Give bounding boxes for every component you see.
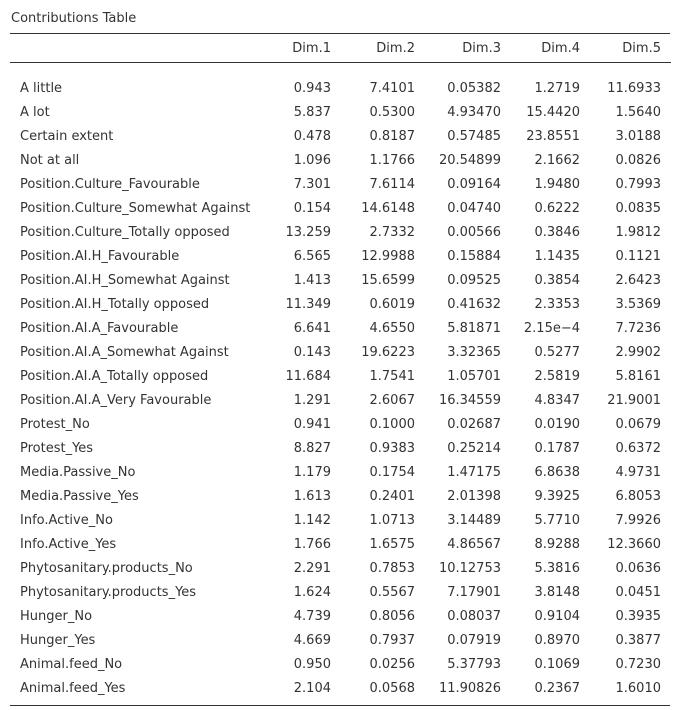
cell-dim2: 0.7853 <box>369 560 415 576</box>
table-row <box>10 220 671 244</box>
table-row <box>10 148 671 172</box>
cell-dim1: 2.291 <box>293 560 331 576</box>
cell-dim3: 0.09525 <box>447 272 501 288</box>
cell-dim4: 1.2719 <box>534 80 580 96</box>
table-row <box>10 388 671 412</box>
cell-dim2: 12.9988 <box>361 248 415 264</box>
cell-dim2: 1.6575 <box>369 536 415 552</box>
table-row <box>10 292 671 316</box>
cell-dim5: 3.5369 <box>615 296 661 312</box>
cell-dim5: 0.0451 <box>615 584 661 600</box>
cell-dim5: 1.6010 <box>615 680 661 696</box>
cell-dim2: 0.1754 <box>369 464 415 480</box>
table-row <box>10 340 671 364</box>
table-title: Contributions Table <box>10 0 670 34</box>
row-label: A little <box>20 80 63 96</box>
table-row <box>10 532 671 556</box>
row-label: Position.AI.H_Favourable <box>20 248 180 264</box>
cell-dim2: 0.8056 <box>369 608 415 624</box>
cell-dim4: 0.0190 <box>534 416 580 432</box>
row-label: Not at all <box>20 152 80 168</box>
cell-dim3: 3.14489 <box>447 512 501 528</box>
cell-dim1: 1.413 <box>293 272 331 288</box>
cell-dim4: 2.5819 <box>534 368 580 384</box>
contributions-table-panel <box>10 0 670 706</box>
cell-dim1: 11.349 <box>285 296 331 312</box>
table-row <box>10 508 671 532</box>
cell-dim5: 5.8161 <box>615 368 661 384</box>
row-label: Position.AI.H_Totally opposed <box>20 296 210 312</box>
row-label: A lot <box>20 104 50 120</box>
row-label: Media.Passive_No <box>20 464 136 480</box>
cell-dim4: 2.3353 <box>534 296 580 312</box>
table-row <box>10 604 671 628</box>
cell-dim3: 3.32365 <box>447 344 501 360</box>
cell-dim4: 0.3854 <box>534 272 580 288</box>
cell-dim4: 4.8347 <box>534 392 580 408</box>
cell-dim4: 6.8638 <box>534 464 580 480</box>
row-label: Phytosanitary.products_Yes <box>20 584 197 600</box>
row-label: Protest_Yes <box>20 440 94 456</box>
cell-dim4: 0.2367 <box>534 680 580 696</box>
cell-dim3: 0.15884 <box>447 248 501 264</box>
table-row <box>10 124 671 148</box>
cell-dim3: 0.57485 <box>447 128 501 144</box>
cell-dim1: 4.739 <box>293 608 331 624</box>
table-row <box>10 580 671 604</box>
cell-dim4: 8.9288 <box>534 536 580 552</box>
cell-dim3: 0.02687 <box>447 416 501 432</box>
row-label: Position.AI.A_Somewhat Against <box>20 344 229 360</box>
cell-dim1: 6.565 <box>293 248 331 264</box>
cell-dim4: 5.7710 <box>534 512 580 528</box>
table-row <box>10 100 671 124</box>
table-row <box>10 676 671 700</box>
column-header-dim4: Dim.4 <box>501 34 580 63</box>
table-row <box>10 652 671 676</box>
table-row <box>10 412 671 436</box>
cell-dim4: 1.9480 <box>534 176 580 192</box>
cell-dim3: 0.07919 <box>447 632 501 648</box>
cell-dim5: 7.7236 <box>615 320 661 336</box>
cell-dim1: 0.154 <box>293 200 331 216</box>
cell-dim2: 0.8187 <box>369 128 415 144</box>
cell-dim1: 0.943 <box>293 80 331 96</box>
cell-dim2: 0.2401 <box>369 488 415 504</box>
cell-dim5: 0.7230 <box>615 656 661 672</box>
cell-dim3: 5.37793 <box>447 656 501 672</box>
cell-dim4: 0.3846 <box>534 224 580 240</box>
column-header-dim3: Dim.3 <box>415 34 501 63</box>
table-row <box>10 364 671 388</box>
table-body <box>10 63 671 701</box>
row-label: Media.Passive_Yes <box>20 488 139 504</box>
table-row <box>10 436 671 460</box>
cell-dim3: 0.08037 <box>447 608 501 624</box>
row-label: Certain extent <box>20 128 114 144</box>
cell-dim5: 6.8053 <box>615 488 661 504</box>
row-label: Position.AI.A_Very Favourable <box>20 392 212 408</box>
cell-dim5: 0.7993 <box>615 176 661 192</box>
row-label: Position.Culture_Totally opposed <box>20 224 230 240</box>
cell-dim1: 0.478 <box>293 128 331 144</box>
cell-dim2: 19.6223 <box>361 344 415 360</box>
cell-dim1: 0.143 <box>293 344 331 360</box>
table-row <box>10 244 671 268</box>
cell-dim5: 0.0636 <box>615 560 661 576</box>
row-label: Position.AI.H_Somewhat Against <box>20 272 230 288</box>
row-label: Info.Active_No <box>20 512 113 528</box>
cell-dim2: 0.0568 <box>369 680 415 696</box>
cell-dim4: 0.9104 <box>534 608 580 624</box>
column-header-dim5: Dim.5 <box>580 34 671 63</box>
cell-dim4: 0.6222 <box>534 200 580 216</box>
cell-dim1: 0.941 <box>293 416 331 432</box>
cell-dim5: 21.9001 <box>607 392 661 408</box>
row-label: Hunger_No <box>20 608 93 624</box>
row-label: Position.Culture_Favourable <box>20 176 200 192</box>
cell-dim2: 0.5300 <box>369 104 415 120</box>
cell-dim2: 1.1766 <box>369 152 415 168</box>
cell-dim4: 2.1662 <box>534 152 580 168</box>
cell-dim2: 2.6067 <box>369 392 415 408</box>
row-label: Protest_No <box>20 416 90 432</box>
cell-dim3: 10.12753 <box>438 560 501 576</box>
cell-dim5: 4.9731 <box>615 464 661 480</box>
cell-dim3: 0.05382 <box>447 80 501 96</box>
row-label: Hunger_Yes <box>20 632 96 648</box>
cell-dim3: 5.81871 <box>447 320 501 336</box>
cell-dim4: 0.5277 <box>534 344 580 360</box>
cell-dim5: 2.9902 <box>615 344 661 360</box>
table-row <box>10 316 671 340</box>
cell-dim4: 9.3925 <box>534 488 580 504</box>
cell-dim1: 13.259 <box>285 224 331 240</box>
cell-dim1: 11.684 <box>285 368 331 384</box>
row-label: Phytosanitary.products_No <box>20 560 193 576</box>
cell-dim1: 1.624 <box>293 584 331 600</box>
table-row <box>10 460 671 484</box>
table-row <box>10 76 671 100</box>
table-row <box>10 628 671 652</box>
column-header-dim2: Dim.2 <box>331 34 415 63</box>
cell-dim1: 1.096 <box>293 152 331 168</box>
cell-dim2: 14.6148 <box>361 200 415 216</box>
cell-dim3: 1.47175 <box>447 464 501 480</box>
cell-dim3: 0.25214 <box>447 440 501 456</box>
cell-dim5: 0.1121 <box>615 248 661 264</box>
cell-dim4: 2.15e−4 <box>523 320 580 336</box>
cell-dim1: 2.104 <box>293 680 331 696</box>
cell-dim4: 5.3816 <box>534 560 580 576</box>
cell-dim2: 0.9383 <box>369 440 415 456</box>
cell-dim2: 1.7541 <box>369 368 415 384</box>
row-label: Animal.feed_Yes <box>20 680 126 696</box>
cell-dim1: 1.179 <box>293 464 331 480</box>
cell-dim1: 1.142 <box>293 512 331 528</box>
cell-dim1: 4.669 <box>293 632 331 648</box>
cell-dim3: 11.90826 <box>438 680 501 696</box>
cell-dim1: 7.301 <box>293 176 331 192</box>
cell-dim3: 0.04740 <box>447 200 501 216</box>
column-header-dim1: Dim.1 <box>265 34 331 63</box>
table-row <box>10 196 671 220</box>
cell-dim1: 6.641 <box>293 320 331 336</box>
cell-dim3: 1.05701 <box>447 368 501 384</box>
cell-dim4: 1.1435 <box>534 248 580 264</box>
cell-dim4: 0.1069 <box>534 656 580 672</box>
cell-dim1: 0.950 <box>293 656 331 672</box>
cell-dim2: 15.6599 <box>361 272 415 288</box>
row-label: Position.AI.A_Totally opposed <box>20 368 209 384</box>
cell-dim2: 7.6114 <box>369 176 415 192</box>
cell-dim1: 1.613 <box>293 488 331 504</box>
row-name-header <box>10 34 265 63</box>
cell-dim3: 2.01398 <box>447 488 501 504</box>
row-label: Info.Active_Yes <box>20 536 117 552</box>
cell-dim4: 3.8148 <box>534 584 580 600</box>
cell-dim2: 1.0713 <box>369 512 415 528</box>
table-spacer-row <box>10 63 671 77</box>
cell-dim1: 1.766 <box>293 536 331 552</box>
cell-dim3: 7.17901 <box>447 584 501 600</box>
cell-dim3: 4.86567 <box>447 536 501 552</box>
cell-dim5: 0.3935 <box>615 608 661 624</box>
cell-dim2: 7.4101 <box>369 80 415 96</box>
table-row <box>10 268 671 292</box>
cell-dim2: 0.1000 <box>369 416 415 432</box>
cell-dim1: 8.827 <box>293 440 331 456</box>
cell-dim3: 20.54899 <box>438 152 501 168</box>
cell-dim4: 0.8970 <box>534 632 580 648</box>
cell-dim2: 0.0256 <box>369 656 415 672</box>
cell-dim1: 5.837 <box>293 104 331 120</box>
cell-dim5: 0.3877 <box>615 632 661 648</box>
cell-dim3: 0.09164 <box>447 176 501 192</box>
cell-dim5: 7.9926 <box>615 512 661 528</box>
table-row <box>10 484 671 508</box>
row-label: Position.Culture_Somewhat Against <box>20 200 251 216</box>
cell-dim5: 2.6423 <box>615 272 661 288</box>
cell-dim2: 0.6019 <box>369 296 415 312</box>
cell-dim2: 2.7332 <box>369 224 415 240</box>
cell-dim4: 0.1787 <box>534 440 580 456</box>
cell-dim5: 1.5640 <box>615 104 661 120</box>
table-row <box>10 556 671 580</box>
row-label: Position.AI.A_Favourable <box>20 320 179 336</box>
cell-dim5: 12.3660 <box>607 536 661 552</box>
contributions-table <box>10 34 671 700</box>
cell-dim2: 4.6550 <box>369 320 415 336</box>
cell-dim3: 16.34559 <box>438 392 501 408</box>
cell-dim3: 4.93470 <box>447 104 501 120</box>
row-label: Animal.feed_No <box>20 656 123 672</box>
cell-dim2: 0.7937 <box>369 632 415 648</box>
cell-dim1: 1.291 <box>293 392 331 408</box>
cell-dim4: 15.4420 <box>526 104 580 120</box>
cell-dim5: 0.0679 <box>615 416 661 432</box>
cell-dim5: 11.6933 <box>607 80 661 96</box>
cell-dim5: 3.0188 <box>615 128 661 144</box>
table-bottom-rule <box>10 705 670 706</box>
table-header-row <box>10 34 671 63</box>
cell-dim3: 0.41632 <box>447 296 501 312</box>
cell-dim2: 0.5567 <box>369 584 415 600</box>
cell-dim5: 0.0826 <box>615 152 661 168</box>
cell-dim3: 0.00566 <box>447 224 501 240</box>
cell-dim5: 0.0835 <box>615 200 661 216</box>
cell-dim5: 1.9812 <box>615 224 661 240</box>
cell-dim5: 0.6372 <box>615 440 661 456</box>
cell-dim4: 23.8551 <box>526 128 580 144</box>
table-row <box>10 172 671 196</box>
